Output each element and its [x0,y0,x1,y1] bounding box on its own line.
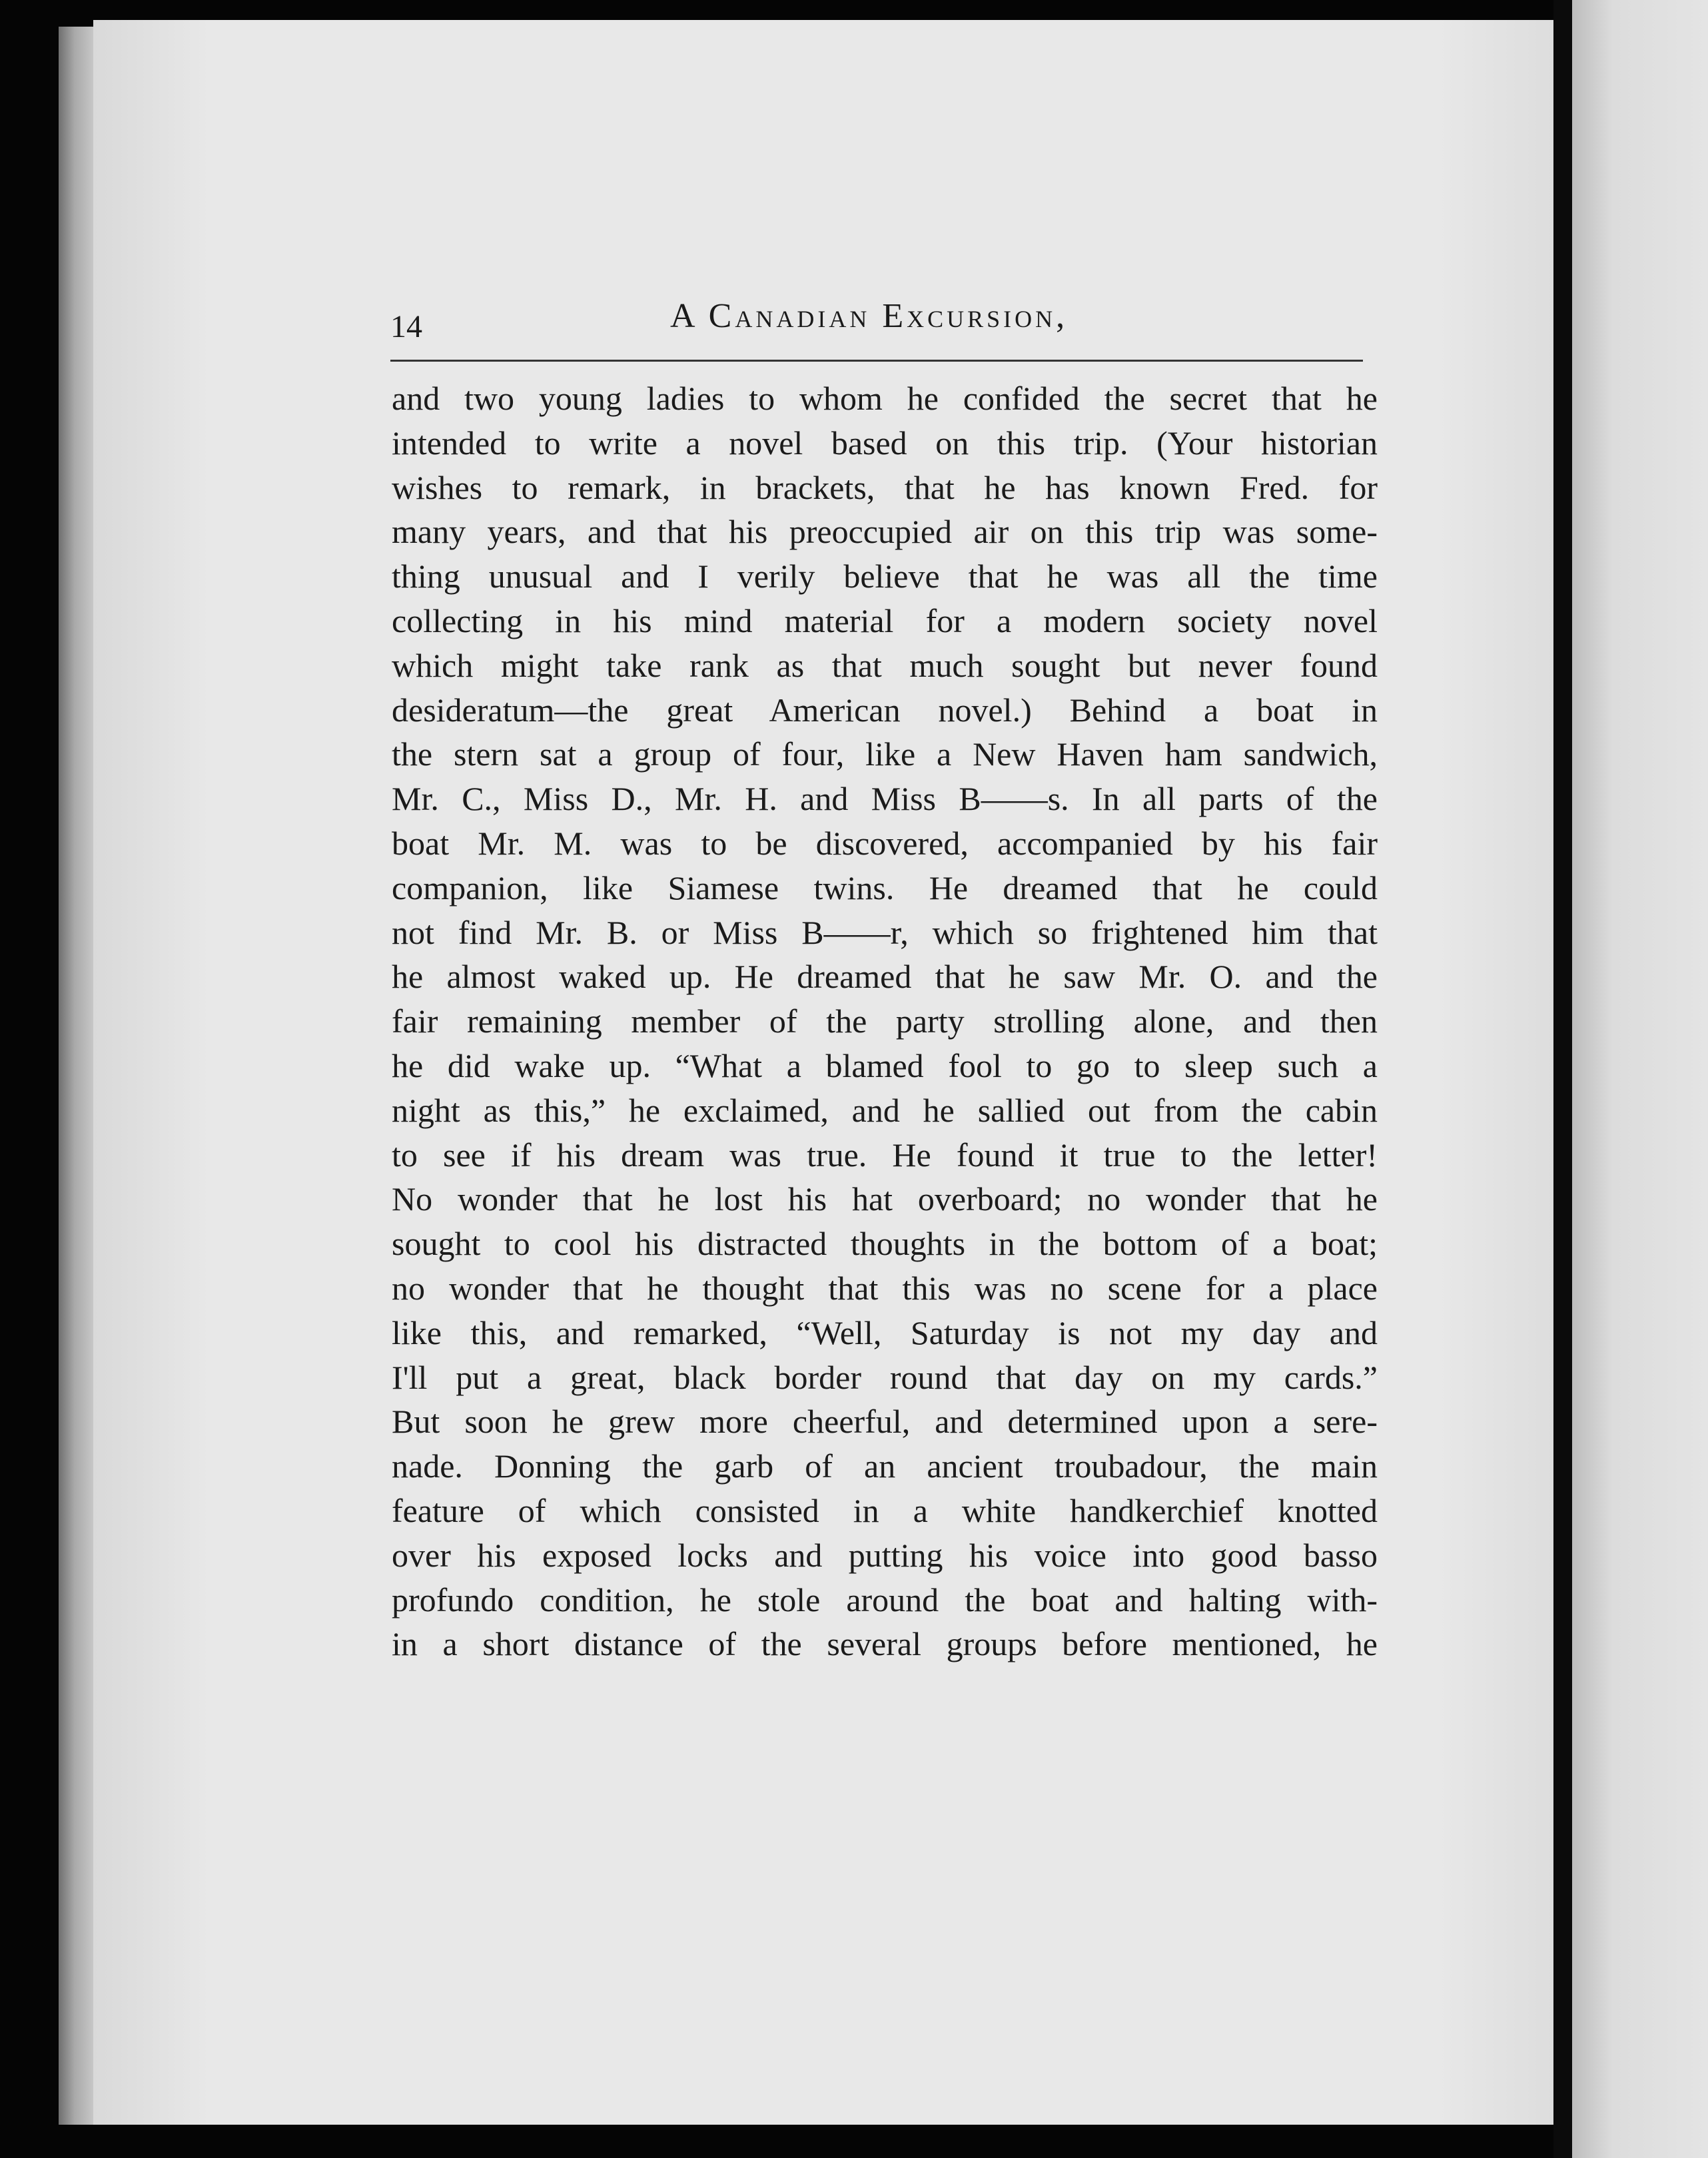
text-line: feature of which consisted in a white handkerchief knotted [392,1491,1378,1529]
text-line: Mr. C., Miss D., Mr. H. and Miss B——s. In all parts of the [392,780,1378,818]
text-line: many years, and that his preoccupied air on this trip was some- [392,513,1378,551]
text-line: wishes to remark, in brackets, that he has known Fred. for [392,468,1378,506]
text-line: profundo condition, he stole around the boat and halting with- [392,1581,1378,1618]
text-line: night as this,” he exclaimed, and he sallied out from the cabin [392,1091,1378,1129]
text-line: in a short distance of the several groups before mentioned, he [392,1625,1378,1663]
text-line: intended to write a novel based on this trip. (Your historian [392,424,1378,462]
text-line: which might take rank as that much sought but never found [392,646,1378,684]
text-line: he almost waked up. He dreamed that he saw Mr. O. and the [392,958,1378,996]
text-line: companion, like Siamese twins. He dreamed that he could [392,869,1378,906]
text-line: like this, and remarked, “Well, Saturday is not my day and [392,1313,1378,1351]
text-line: thing unusual and I verily believe that he was all the time [392,557,1378,595]
page-header [390,296,1363,343]
text-line: desideratum—the great American novel.) Behind a boat in [392,691,1378,729]
text-line: over his exposed locks and putting his voice into good basso [392,1536,1378,1574]
text-line: no wonder that he thought that this was no scene for a place [392,1269,1378,1307]
book-gutter [1553,0,1573,2158]
text-line: he did wake up. “What a blamed fool to go to sleep such a [392,1046,1378,1084]
running-title: A Canadian Excursion, [670,297,1068,335]
text-line: not find Mr. B. or Miss B——r, which so frightened him that [392,913,1378,951]
text-line: boat Mr. M. was to be discovered, accompanied by his fair [392,824,1378,862]
page-edge [59,27,99,2125]
facing-page [1572,0,1708,2158]
text-line: No wonder that he lost his hat overboard; no wonder that he [392,1180,1378,1218]
text-line: fair remaining member of the party strolling alone, and then [392,1002,1378,1040]
text-line: nade. Donning the garb of an ancient troubadour, the main [392,1447,1378,1485]
text-line: to see if his dream was true. He found it true to the letter! [392,1136,1378,1174]
text-line: and two young ladies to whom he confided the secret that he [392,380,1378,417]
text-line: sought to cool his distracted thoughts in the bottom of a boat; [392,1225,1378,1263]
body-text [392,376,1378,1666]
header-rule [390,360,1363,362]
text-line: I'll put a great, black border round that day on my cards.” [392,1358,1378,1396]
text-line: collecting in his mind material for a modern society novel [392,601,1378,639]
page-number: 14 [390,309,422,344]
text-line: But soon he grew more cheerful, and determined upon a sere- [392,1403,1378,1441]
text-line: the stern sat a group of four, like a New Haven ham sandwich, [392,735,1378,773]
